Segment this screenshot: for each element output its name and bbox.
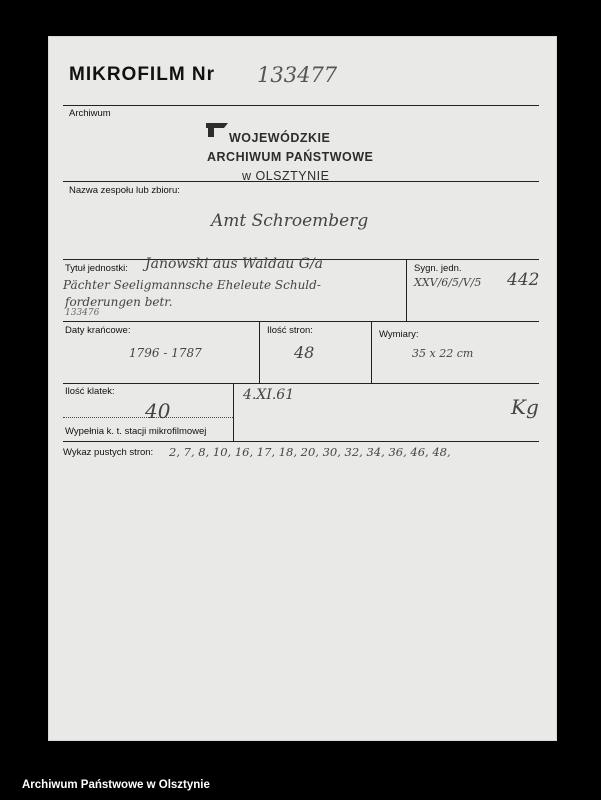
blank-pages-label: Wykaz pustych stron: — [63, 447, 154, 458]
card-title-label: MIKROFILM Nr — [69, 64, 216, 85]
dotted-line — [63, 417, 233, 418]
unit-title-line-3: forderungen betr. — [65, 295, 173, 309]
unit-note: 133476 — [65, 308, 100, 318]
footer-caption: Archiwum Państwowe w Olsztynie — [22, 779, 210, 791]
dimensions-label: Wymiary: — [379, 329, 419, 340]
unit-title-line-1: Janowski aus Waldau G/a — [145, 256, 324, 272]
stamp-line-1: WOJEWÓDZKIE — [229, 131, 331, 145]
pages-label: Ilość stron: — [267, 325, 313, 336]
unit-title-line-2: Pächter Seeligmannsche Eheleute Schuld- — [63, 278, 321, 292]
divider-line — [63, 181, 539, 182]
microfilm-card — [48, 36, 557, 741]
signature-label: Sygn. jedn. — [414, 263, 462, 274]
divider-vertical — [371, 321, 372, 383]
collection-value: Amt Schroemberg — [211, 211, 369, 231]
pages-value: 48 — [294, 343, 315, 362]
divider-line — [63, 441, 539, 442]
dimensions-value: 35 x 22 cm — [412, 347, 474, 360]
blank-pages-value: 2, 7, 8, 10, 16, 17, 18, 20, 30, 32, 34, 36, 46, 48, — [169, 445, 451, 459]
station-label: Wypełnia k. t. stacji mikrofilmowej — [65, 426, 207, 437]
card-title — [69, 64, 215, 86]
dates-value: 1796 - 1787 — [129, 346, 202, 360]
collection-label: Nazwa zespołu lub zbioru: — [69, 185, 180, 196]
station-initials: Kg — [511, 395, 539, 419]
stamp-line-3: w OLSZTYNIE — [242, 169, 330, 183]
stamp-logo-icon — [206, 123, 228, 137]
signature-value: XXV/6/5/V/5 — [414, 276, 482, 289]
station-date: 4.XI.61 — [243, 387, 295, 403]
divider-line — [63, 321, 539, 322]
archive-label: Archiwum — [69, 108, 111, 119]
divider-vertical — [406, 259, 407, 321]
signature-number: 442 — [507, 270, 540, 290]
dates-label: Daty krańcowe: — [65, 325, 131, 336]
divider-vertical — [233, 383, 234, 441]
frames-label: Ilość klatek: — [65, 386, 115, 397]
unit-label: Tytuł jednostki: — [65, 263, 128, 274]
divider-line — [63, 105, 539, 106]
frames-value: 40 — [145, 399, 171, 423]
divider-line — [63, 383, 539, 384]
microfilm-number: 133477 — [257, 63, 338, 87]
stamp-line-2: ARCHIWUM PAŃSTWOWE — [207, 150, 374, 164]
divider-vertical — [259, 321, 260, 383]
